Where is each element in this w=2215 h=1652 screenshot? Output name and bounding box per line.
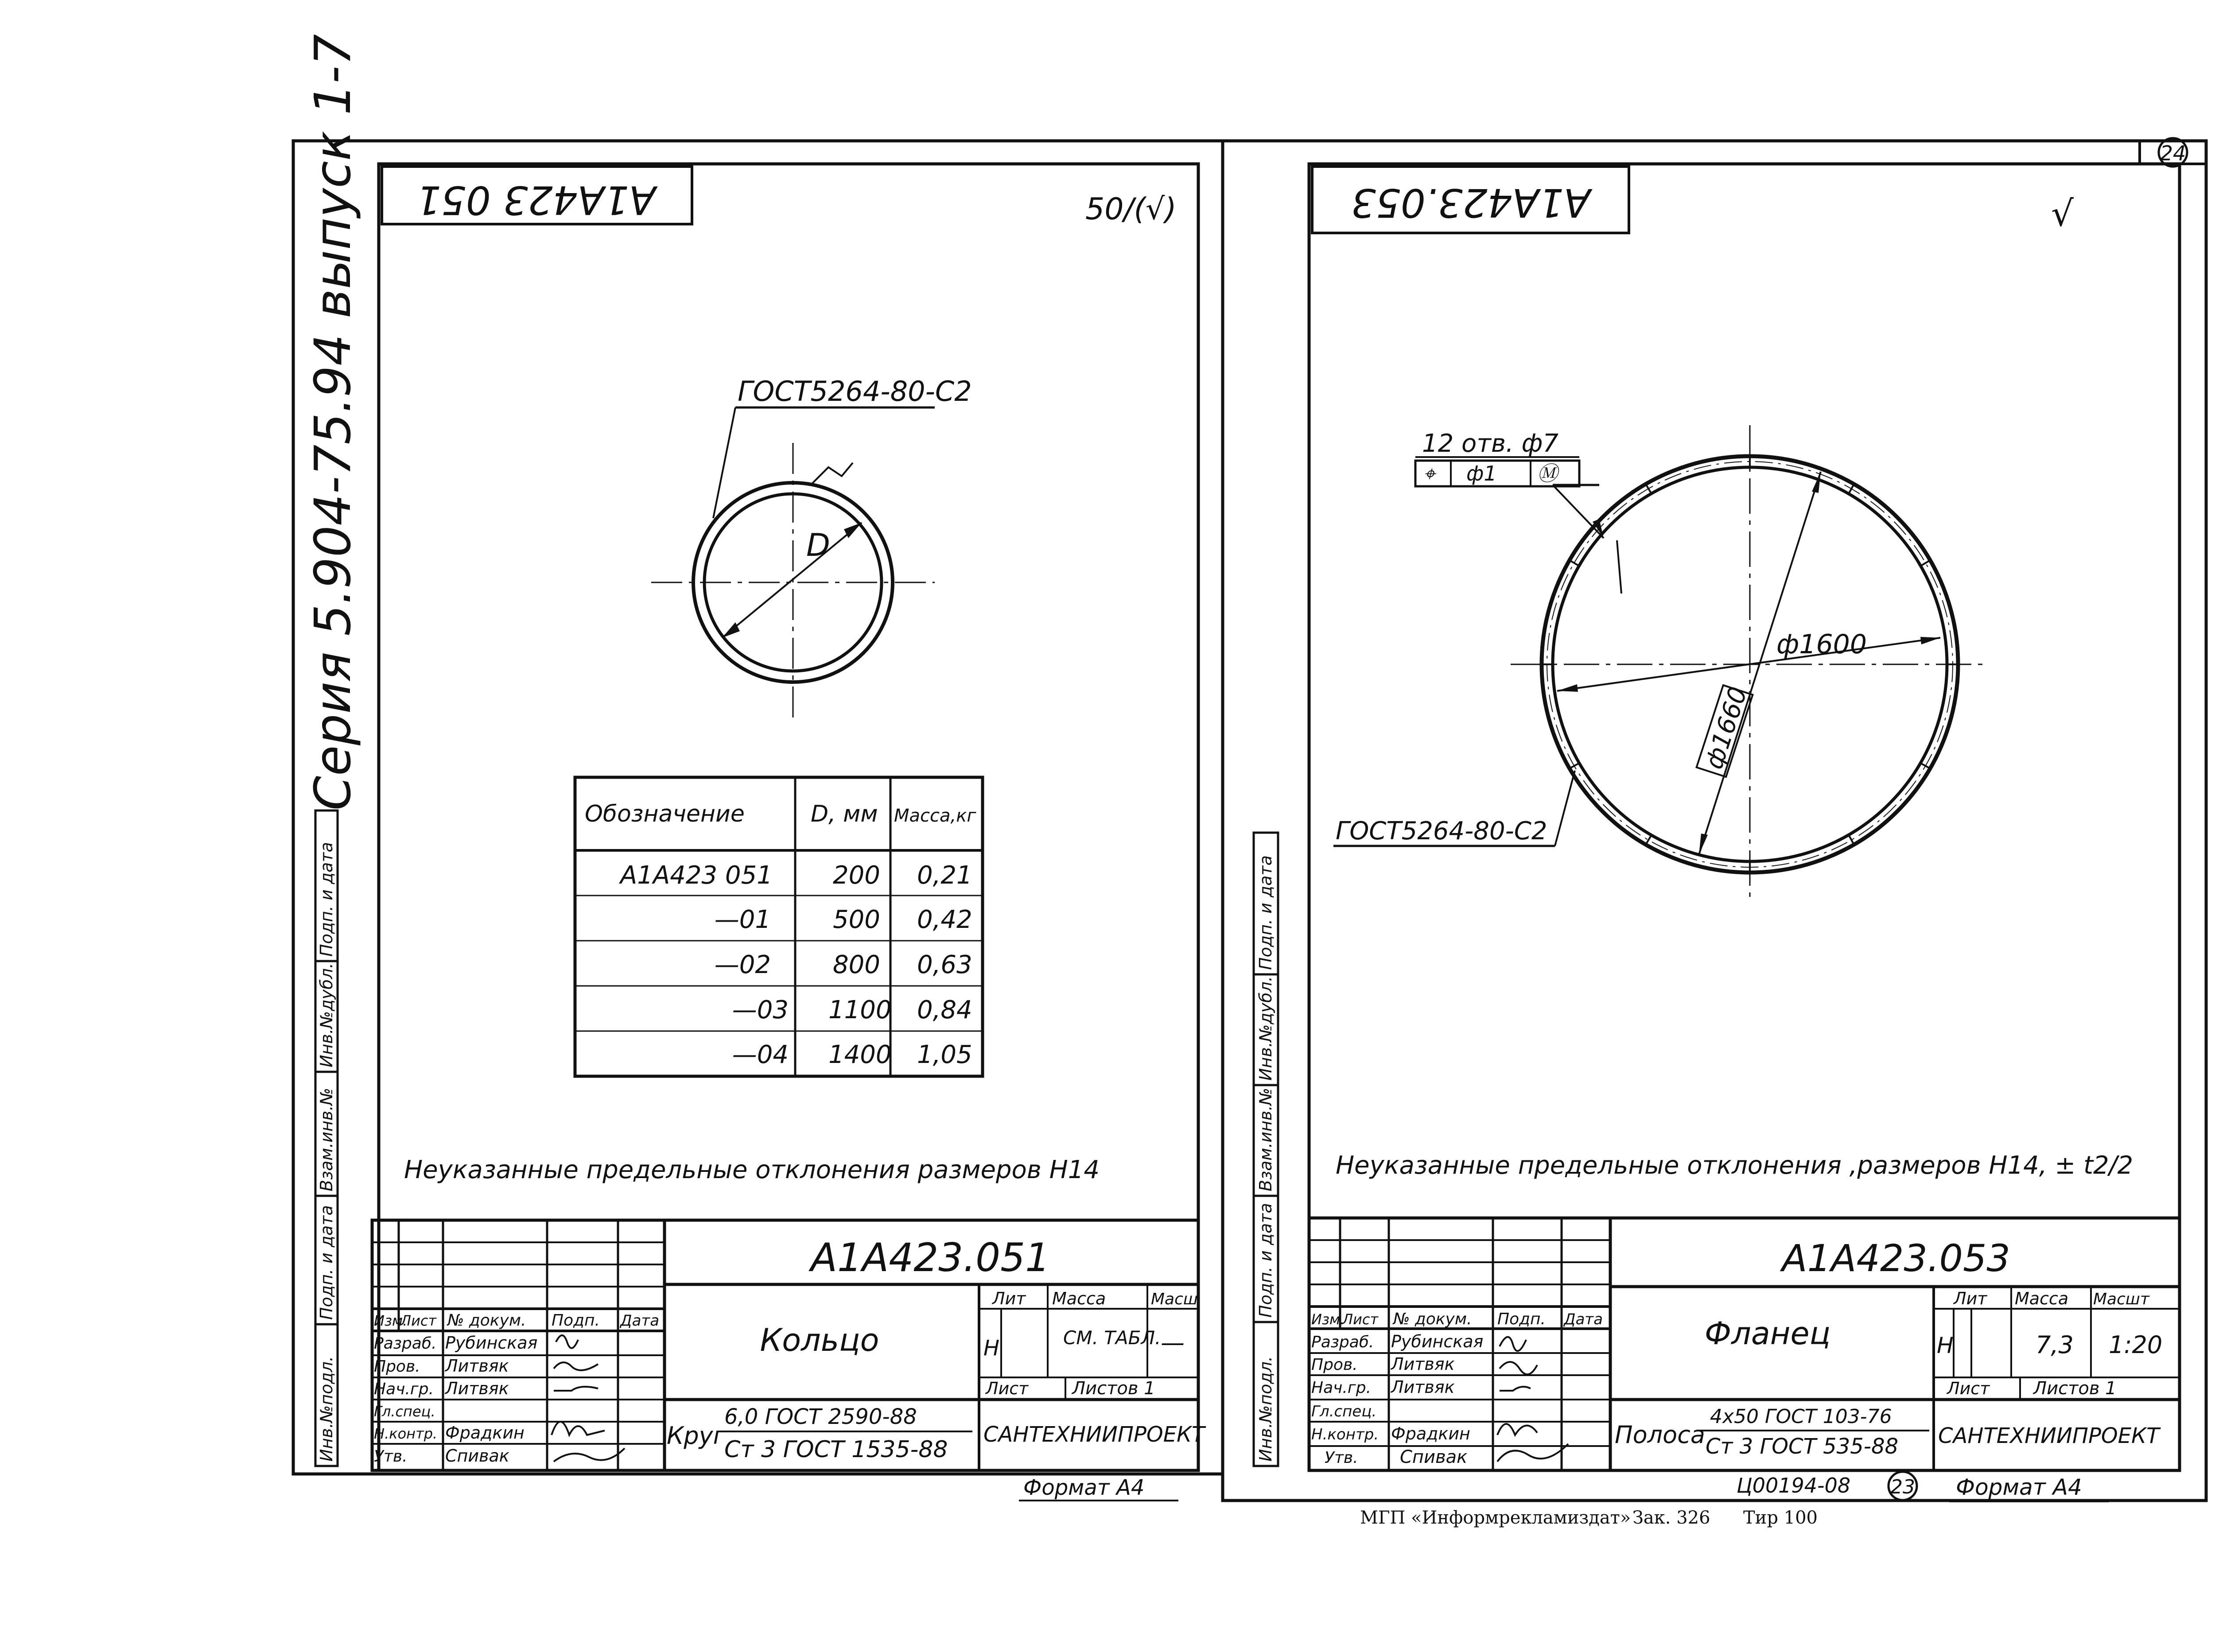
table-header-designation: Обозначение	[585, 801, 745, 827]
tb-role: Пров.	[1311, 1356, 1358, 1374]
tolerance-value: ф1	[1466, 461, 1497, 485]
right-weld-note: ГОСТ5264-80-С2	[1336, 817, 1547, 845]
left-format: Формат А4	[1023, 1475, 1145, 1500]
table-cell: 1,05	[917, 1040, 972, 1069]
side-label-5: Инв.№подл.	[1256, 1356, 1275, 1462]
left-weld-note: ГОСТ5264-80-С2	[738, 375, 972, 407]
tb-hdr-lit: Лит	[1954, 1289, 1987, 1308]
side-label-4: Подп. и дата	[1256, 1203, 1275, 1318]
page-number: 24	[2160, 141, 2186, 165]
tb-role: Н.контр.	[1311, 1426, 1379, 1443]
table-cell: 0,84	[917, 996, 972, 1024]
side-label-3: Взам.инв.№	[1256, 1088, 1275, 1191]
table-header-diameter: D, мм	[811, 801, 878, 827]
tb-role: Утв.	[1325, 1449, 1358, 1467]
tb-hdr-mass: Масса	[2015, 1289, 2069, 1308]
right-format: Формат А4	[1956, 1474, 2082, 1500]
tb-role: Гл.спец.	[1311, 1403, 1377, 1420]
tb-lit: Н	[983, 1336, 1000, 1361]
right-side-stamp	[1254, 833, 1278, 1466]
flange-drawing	[1333, 425, 1989, 904]
tolerance-frame	[1415, 461, 1579, 486]
tb-col-list: Лист	[1342, 1311, 1379, 1328]
tb-lit: Н	[1937, 1333, 1954, 1358]
table-cell: 800	[833, 950, 880, 979]
tb-person: Литвяк	[1391, 1377, 1455, 1397]
table-cell: —03	[732, 996, 789, 1024]
tb-role: Н.контр.	[374, 1425, 438, 1442]
table-cell: A1A423 051	[620, 861, 773, 890]
right-sheet	[1223, 138, 2206, 1501]
signature	[1497, 1424, 1537, 1435]
left-tb-code: A1A423.051	[810, 1235, 1050, 1280]
ring-diameter-line	[722, 523, 862, 638]
ring-drawing	[651, 375, 972, 722]
tb-role: Пров.	[374, 1357, 420, 1376]
side-label-4: Подп. и дата	[317, 1205, 336, 1320]
tb-person: Спивак	[1400, 1447, 1468, 1467]
tolerance-position: ⌖	[1423, 461, 1435, 485]
left-roughness-symbol: 50/(√)	[1085, 192, 1177, 227]
tb-col-list: Лист	[400, 1312, 437, 1329]
table-cell: 500	[833, 905, 880, 934]
bolt-dim-group	[1697, 683, 1754, 777]
tb-material-label: Круг	[667, 1422, 726, 1450]
signature	[1500, 1337, 1526, 1351]
tb-col-izm: Изм.	[374, 1312, 408, 1329]
tb-person: Рубинская	[1391, 1332, 1484, 1351]
tb-col-sign: Подп.	[552, 1311, 600, 1330]
tb-mass: СМ. ТАБЛ.	[1063, 1327, 1161, 1349]
left-tb-name: Кольцо	[760, 1322, 879, 1358]
table-cell: —01	[714, 905, 771, 934]
side-label-1: Подп. и дата	[317, 842, 336, 957]
left-side-stamp	[315, 810, 338, 1466]
table-cell: 1100	[828, 996, 892, 1024]
tb-person: Спивак	[445, 1446, 509, 1466]
inv-number: Ц00194-08	[1737, 1474, 1851, 1497]
table-cell: 0,63	[917, 950, 972, 979]
right-tolerance-note: Неуказанные предельные отклонения ,размеров Н14, ± t2/2	[1336, 1151, 2133, 1180]
inner-dim-label: ф1600	[1776, 629, 1867, 660]
tb-person: Литвяк	[1391, 1354, 1455, 1374]
parts-table	[575, 777, 983, 1076]
tb-role: Утв.	[374, 1447, 408, 1466]
holes-note: 12 отв. ф7	[1422, 429, 1559, 458]
ring-dim-label: D	[806, 527, 830, 563]
right-mirrored-code-group	[1351, 180, 1593, 225]
table-cell: 1400	[828, 1040, 892, 1069]
tb-person: Фрадкин	[1391, 1424, 1470, 1443]
table-cell: 0,21	[917, 861, 972, 890]
tb-hdr-lit: Лит	[992, 1289, 1026, 1308]
tb-sheet: Лист	[986, 1379, 1029, 1398]
tb-material-label: Полоса	[1615, 1421, 1705, 1449]
tb-person: Рубинская	[445, 1333, 538, 1353]
tb-hdr-scale: Масш	[1151, 1290, 1198, 1308]
left-tolerance-note: Неуказанные предельные отклонения размеров Н14	[404, 1156, 1100, 1184]
tb-role: Гл.спец.	[374, 1403, 435, 1420]
tb-sheets: Листов 1	[1072, 1378, 1155, 1399]
tb-person: Литвяк	[445, 1379, 509, 1398]
right-roughness-symbol: √	[2051, 193, 2074, 234]
tb-material-top: 6,0 ГОСТ 2590-88	[724, 1404, 917, 1429]
signature	[1500, 1387, 1531, 1391]
tb-role: Разраб.	[374, 1334, 437, 1353]
tb-scale: —	[1161, 1329, 1185, 1357]
signature	[554, 1387, 598, 1391]
holes-leader	[1553, 485, 1604, 538]
tolerance-modifier: Ⓜ	[1537, 461, 1558, 485]
tb-col-doc: № докум.	[447, 1311, 526, 1330]
bolt-dim-label: ф1660	[1699, 683, 1753, 773]
table-cell: —02	[714, 950, 771, 979]
side-label-1: Подп. и дата	[1256, 855, 1275, 970]
side-label-5: Инв.№подл.	[317, 1356, 336, 1462]
tb-role: Разраб.	[1311, 1333, 1374, 1351]
tb-col-doc: № докум.	[1393, 1310, 1472, 1328]
order-number: Зак. 326	[1632, 1508, 1710, 1528]
bolt-diameter-line	[1699, 472, 1821, 855]
side-label-2: Инв.№дубл.	[1256, 976, 1275, 1081]
signature	[1500, 1362, 1537, 1374]
right-tb-code: A1A423.053	[1782, 1237, 2010, 1280]
tb-sheets: Листов 1	[2033, 1378, 2117, 1399]
right-weld-leader	[1555, 771, 1575, 846]
tb-material-top: 4х50 ГОСТ 103-76	[1710, 1405, 1892, 1428]
signature	[554, 1448, 625, 1462]
print-footer	[1360, 1508, 1818, 1528]
left-mirrored-code: A1A423 051	[416, 177, 656, 223]
weld-symbol	[811, 463, 853, 485]
side-label-2: Инв.№дубл.	[317, 963, 336, 1067]
tb-material-bottom: Ст 3 ГОСТ 1535-88	[724, 1436, 948, 1463]
tb-sheet: Лист	[1947, 1379, 1990, 1398]
tb-col-date: Дата	[1564, 1311, 1603, 1328]
tb-col-sign: Подп.	[1497, 1310, 1546, 1328]
left-sheet	[293, 34, 1223, 1501]
table-cell: —04	[732, 1040, 789, 1069]
tb-hdr-mass: Масса	[1052, 1289, 1106, 1308]
table-cell: 0,42	[917, 905, 972, 934]
tb-mass: 7,3	[2036, 1331, 2074, 1359]
side-label-3: Взам.инв.№	[317, 1088, 336, 1191]
table-header-mass: Масса,кг	[894, 806, 976, 826]
tb-material-bottom: Ст 3 ГОСТ 535-88	[1706, 1434, 1899, 1459]
right-title-block	[1309, 1218, 2180, 1470]
tb-hdr-scale: Масшт	[2093, 1290, 2149, 1308]
tb-role: Нач.гр.	[374, 1380, 434, 1398]
print-run: Тир 100	[1743, 1508, 1818, 1528]
tb-org: САНТЕХНИИПРОЕКТ	[1938, 1423, 2160, 1448]
circled-number: 23	[1890, 1476, 1915, 1498]
publisher: МГП «Информрекламиздат»	[1360, 1508, 1631, 1528]
signature	[556, 1335, 578, 1348]
right-tb-name: Фланец	[1704, 1315, 1831, 1352]
tb-org: САНТЕХНИИПРОЕКТ	[983, 1422, 1205, 1447]
left-outer-frame	[293, 141, 1223, 1474]
tb-person: Фрадкин	[445, 1423, 525, 1443]
tb-col-date: Дата	[620, 1312, 660, 1330]
tb-role: Нач.гр.	[1311, 1379, 1372, 1397]
tb-person: Литвяк	[445, 1356, 509, 1376]
left-title-block	[372, 1220, 1206, 1470]
signature	[552, 1422, 605, 1435]
right-mirrored-code: A1A423.053	[1351, 180, 1591, 226]
tb-scale: 1:20	[2109, 1331, 2163, 1359]
left-mirrored-code-group	[416, 177, 658, 223]
series-label: Серия 5.904-75.94 выпуск 1-7	[304, 34, 362, 810]
series-label-group	[304, 34, 362, 810]
table-cell: 200	[833, 861, 880, 890]
left-inner-frame	[379, 164, 1198, 1470]
tb-col-izm: Изм.	[1311, 1311, 1345, 1328]
signature	[554, 1362, 598, 1370]
